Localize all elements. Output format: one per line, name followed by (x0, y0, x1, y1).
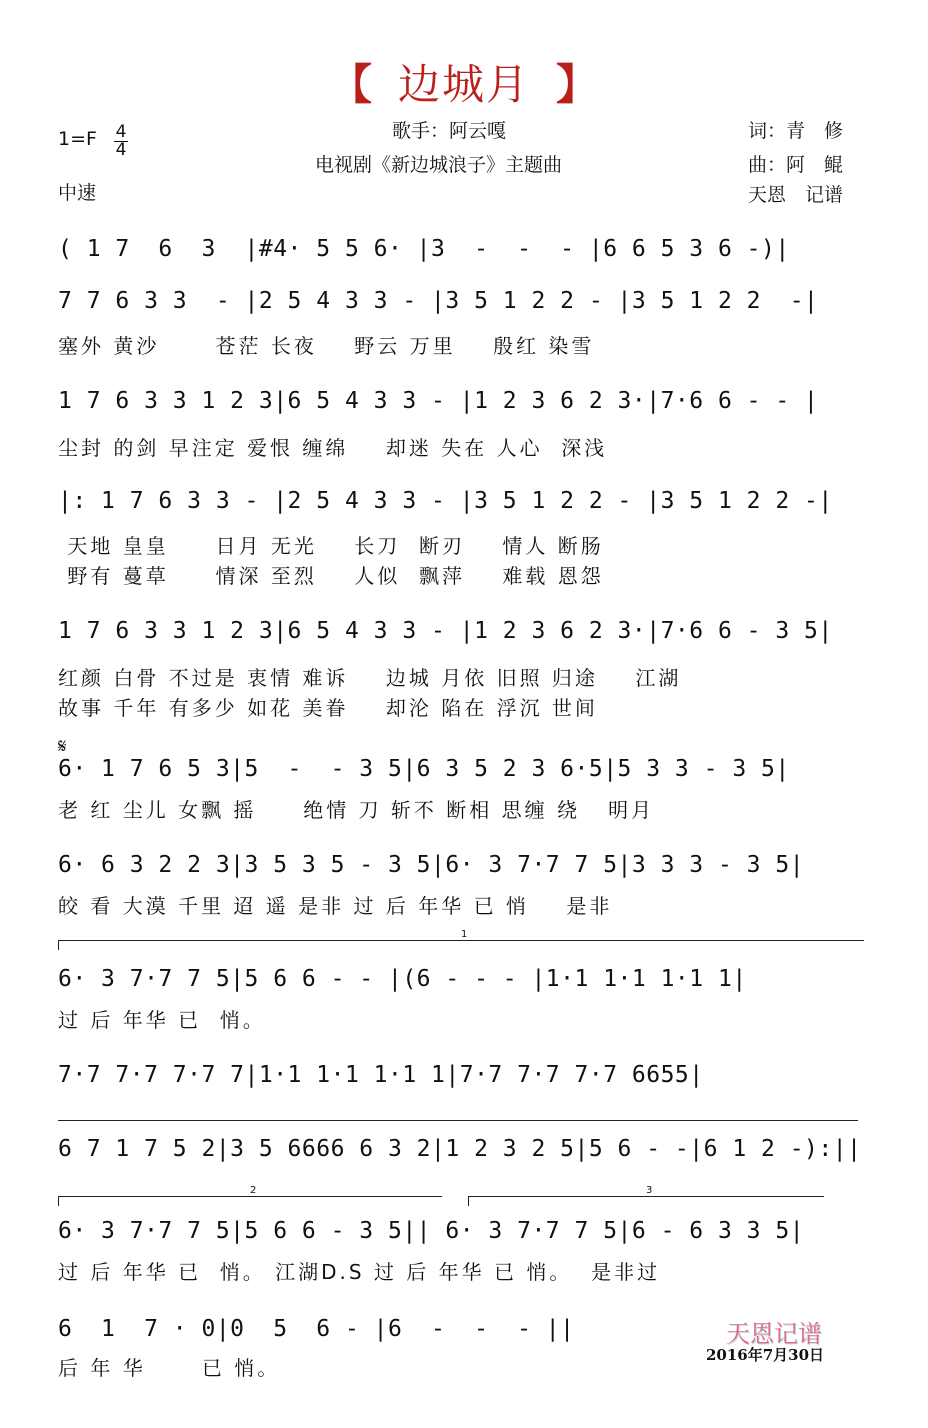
notation-line: 6· 3 7·7 7 5|5 6 6 - - |(6 - - - |1·1 1·1 1·1 1| (58, 966, 747, 992)
lyric-line-verse2: 故事 千年 有多少 如花 美眷 却沦 陷在 浮沉 世间 (58, 696, 598, 720)
volta-continuation-line (58, 1120, 858, 1121)
score-row-5 (0, 618, 928, 718)
volta-start-tick (58, 940, 59, 950)
lyric-line: 皎 看 大漠 千里 迢 遥 是非 过 后 年华 已 悄 是非 (58, 894, 613, 918)
transcription-date: 2016年7月30日 (706, 1346, 825, 1364)
song-title (0, 52, 928, 112)
volta-number: 1 (461, 929, 468, 940)
subtitle: 电视剧《新边城浪子》主题曲 (315, 154, 563, 176)
time-signature (114, 124, 128, 159)
notation-line: 6· 6 3 2 2 3|3 5 3 5 - 3 5|6· 3 7·7 7 5|3 3 3 - 3 5| (58, 852, 805, 878)
lyricist: 词：青 修 (748, 120, 844, 142)
score-row-8 (0, 966, 928, 1066)
lyric-line: 塞外 黄沙 苍茫 长夜 野云 万里 殷红 染雪 (58, 334, 595, 358)
lyric-line: 尘封 的剑 早注定 爱恨 缠绵 却迷 失在 人心 深浅 (58, 436, 608, 460)
notation-line: 6 7 1 7 5 2|3 5 6666 6 3 2|1 2 3 2 5|5 6 - -|6 1 2 -):|| (58, 1136, 862, 1162)
volta-bracket-2 (58, 1185, 442, 1205)
lyric-line-verse1: 红颜 白骨 不过是 衷情 难诉 边城 月依 旧照 归途 江湖 (58, 666, 682, 690)
lyric-line: 过 后 年华 已 悄。 (58, 1008, 266, 1032)
tempo: 中速 (58, 182, 97, 204)
volta-number: 3 (646, 1185, 653, 1196)
score-row-3 (0, 388, 928, 488)
volta-number: 2 (250, 1185, 257, 1196)
transcriber-stamp: 天恩记谱 (726, 1320, 822, 1348)
title-text: 边城月 (397, 60, 530, 109)
notation-line: 7·7 7·7 7·7 7|1·1 1·1 1·1 1|7·7 7·7 7·7 6655| (58, 1062, 704, 1088)
segno-sign: 𝄋 (58, 734, 67, 758)
score-row-6 (0, 756, 928, 856)
notation-line: 7 7 6 3 3 - |2 5 4 3 3 - |3 5 1 2 2 - |3 5 1 2 2 -| (58, 288, 819, 314)
notation-line: ( 1 7 6 3 |#4· 5 5 6· |3 - - - |6 6 5 3 6 -)| (58, 236, 790, 262)
singer: 歌手：阿云嘎 (392, 120, 507, 142)
score-row-11 (0, 1218, 928, 1318)
volta-3-tick (468, 1196, 469, 1206)
score-row-4 (0, 488, 928, 588)
volta-bracket-3 (468, 1185, 824, 1205)
composer: 曲：阿 鲲 (748, 154, 844, 176)
notation-line: |: 1 7 6 3 3 - |2 5 4 3 3 - |3 5 1 2 2 - |3 5 1 2 2 -| (58, 488, 833, 514)
transcriber: 天恩 记谱 (748, 184, 844, 206)
lyric-line-verse2: 野有 蔓草 情深 至烈 人似 飘萍 难载 恩怨 (58, 564, 604, 588)
notation-line: 6· 3 7·7 7 5|5 6 6 - 3 5|| 6· 3 7·7 7 5|6 - 6 3 3 5| (58, 1218, 805, 1244)
notation-line: 1 7 6 3 3 1 2 3|6 5 4 3 3 - |1 2 3 6 2 3·|7·6 6 - 3 5| (58, 618, 833, 644)
time-bottom: 4 (115, 140, 127, 160)
notation-line: 6· 1 7 6 5 3|5 - - 3 5|6 3 5 2 3 6·5|5 3 3 - 3 5| (58, 756, 790, 782)
lyric-line: 老 红 尘儿 女飘 摇 绝情 刀 斩不 断相 思缠 绕 明月 (58, 798, 655, 822)
score-row-2 (0, 288, 928, 388)
lyric-line-verse1: 天地 皇皇 日月 无光 长刀 断刃 情人 断肠 (58, 534, 604, 558)
key-signature (58, 128, 97, 150)
title-right-bracket: 】 (556, 60, 599, 109)
lyric-line: 过 后 年华 已 悄。 江湖D.S 过 后 年华 已 悄。 是非过 (58, 1260, 661, 1284)
volta-2-tick (58, 1196, 59, 1206)
time-top: 4 (115, 122, 127, 142)
title-left-bracket: 【 (329, 60, 372, 109)
notation-line: 6 1 7 · 0|0 5 6 - |6 - - - || (58, 1316, 575, 1342)
volta-bracket-1 (58, 929, 864, 949)
lyric-line: 后 年 华 已 悄。 (58, 1356, 281, 1380)
key-label: 1=F (58, 128, 97, 150)
notation-line: 1 7 6 3 3 1 2 3|6 5 4 3 3 - |1 2 3 6 2 3·|7·6 6 - - | (58, 388, 819, 414)
